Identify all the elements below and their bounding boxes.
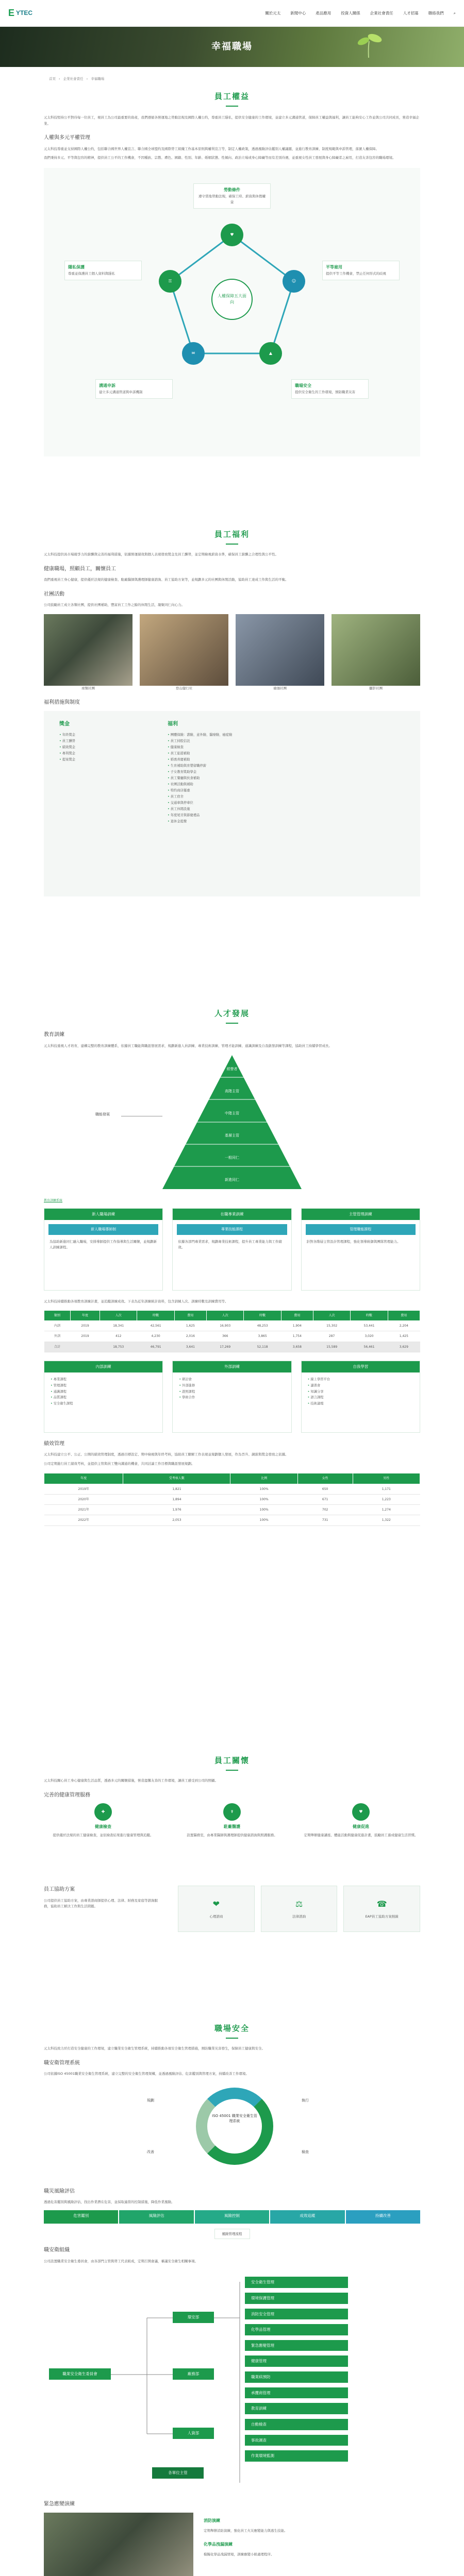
- eap-tile: ☎ EAP員工協助方案熱線: [343, 1886, 420, 1932]
- subsection-title: 職災風險評估: [44, 2188, 75, 2194]
- main-nav: [265, 10, 456, 16]
- paragraph: 我們秉持多元、平等與包容的精神，提供員工公平的工作機會，不因種族、宗教、膚色、國籍、性別、年齡、婚姻狀態、性傾向、政治立場或身心障礙等而有差別待遇，並重視女性員工發展與身心障礙者之雇用，打造友善包容的職場環境。: [44, 155, 396, 160]
- eap-tile: ⚖ 法律諮詢: [261, 1886, 338, 1932]
- eap-tile: ❤ 心理諮商: [178, 1886, 255, 1932]
- subsection-title: 完善的健康管理服務: [44, 1792, 90, 1798]
- subsection-title: 福利措施與制度: [44, 700, 80, 706]
- org-node: 各單位主管: [152, 2467, 204, 2479]
- phone-icon: ☎: [376, 1899, 387, 1909]
- section-safety: [44, 2023, 420, 2576]
- page-title: 幸福職場: [211, 41, 253, 53]
- breadcrumb-current: 幸福職場: [91, 76, 105, 81]
- paragraph: 公司鼓勵員工成立各類社團，提供社團補助，豐富員工工作之餘的休閒生活，凝聚同仁向心力。: [44, 603, 185, 607]
- subsection-title: 健康職場，照顧員工，關懷員工: [44, 566, 116, 572]
- subsection-title: 緊急應變演練: [44, 2501, 75, 2507]
- section-title: 職場安全: [44, 2023, 420, 2039]
- subsection-title: 教育訓練: [44, 1032, 64, 1038]
- training-types: 內部訓練 • 專業課程 • 管理課程 • 通識課程 • 品質課程 • 安全衛生課程 外部訓練 • 研討會 • 外部進修 • 證照課程 • 學術合作 自我學習 • 線上學習平台 • 讀書會 • 知識分享 • 語言課程 • 技術論壇: [44, 1361, 420, 1433]
- paragraph: 元太科技持續推動各項教育訓練計畫，並追蹤訓練成效。下表為近年訓練統計資料，包含訓練人次、訓練時數及訓練費用等。: [44, 1299, 228, 1304]
- table-row: 合計 18,753 46,791 3,641 17,269 52,118 3,658 15,589 56,461 3,629: [44, 1342, 420, 1352]
- hero-banner: [0, 27, 464, 67]
- paragraph: 元太科技提供具市場競爭力的薪酬與完善的福利措施，依據營運績效與個人表現發放獎金及員工酬勞，並定期檢視薪資水準，確保員工薪酬之合理性與公平性。: [44, 552, 278, 557]
- helmet-icon: ▲: [259, 342, 282, 365]
- rights-item: 隱私保護 尊重並保護員工個人資料與隱私: [64, 261, 142, 280]
- iso-donut: ISO 45001 職業安全衛生管理系統 規劃 執行 檢查 改善: [44, 2082, 420, 2180]
- table-row: 內訓 2019 18,341 42,561 1,625 16,903 48,253 1,904 15,302 53,441 2,204: [44, 1321, 420, 1331]
- club-gallery: [44, 614, 420, 691]
- nav-news[interactable]: 新聞中心: [290, 10, 306, 15]
- org-lines: [44, 2272, 420, 2493]
- lock-icon: ⚿: [159, 270, 181, 293]
- rights-item: 勞動條件 遵守當地勞動法規，確保工時、薪資與休假權益: [193, 183, 271, 209]
- search-icon[interactable]: ⌕: [453, 10, 456, 15]
- breadcrumb: 首頁 › 企業社會責任 › 幸福職場: [49, 76, 105, 81]
- health-services: ✚ 健康檢查 提供優於法規的員工健康檢查，並依檢查結果進行健康管理與追蹤。 ☤ 駐廠醫護 設置醫務室，由專業醫師與護理師提供健康諮詢與照護服務。 ♥ 健康促進 定期舉辦健康講座、體能活動與健康促進計畫，鼓勵員工養成健康生活習慣。: [44, 1803, 420, 1880]
- section-employee-rights: [44, 91, 420, 529]
- nav-csr[interactable]: 企業社會責任: [370, 10, 393, 15]
- eap-row: 員工協助方案 公司提供員工協助方案，由專業諮商師提供心理、法律、財務及家庭等諮詢服務，協助員工解決工作與生活問題。 ❤ 心理諮商 ⚖ 法律諮詢 ☎ EAP員工協助方案熱線: [44, 1886, 420, 1932]
- paragraph: 公司依據ISO 45001職業安全衛生管理系統，建立完整的安全衛生管理架構，並透過風險評估、危害鑑別與管理方案，持續改善工作環境。: [44, 2072, 249, 2076]
- paragraph: 元太科技建立公平、公正、公開的績效管理制度，透過目標設定、期中檢視與年終考核，協助員工瞭解工作表現並規劃個人發展，作為晉升、調薪與獎金發放之依據。: [44, 1452, 289, 1457]
- org-root: 職業安全衛生委員會: [49, 2368, 111, 2380]
- training-cards: [44, 1208, 420, 1291]
- paragraph: 元太科技關心員工身心健康與生活品質，透過多元的關懷措施，營造溫馨友善的工作環境，讓員工感受到公司的照顧。: [44, 1778, 218, 1783]
- section-care: [44, 1755, 420, 2023]
- fire-drill-photo: [44, 2513, 193, 2576]
- nav-investors[interactable]: 投資人關係: [341, 10, 360, 15]
- section-benefits: [44, 529, 420, 1008]
- heart-icon: ❤: [212, 1899, 220, 1909]
- paragraph: 元太科技致力於打造安全健康的工作環境，建立職業安全衛生管理系統，持續推動各項安全衛生管理措施，預防職業災害發生，保障員工健康與安全。: [44, 2046, 265, 2051]
- logo[interactable]: E YTEC: [8, 7, 33, 18]
- subsection-title: 人權與多元平權管理: [44, 135, 90, 141]
- subsection-title: 績效管理: [44, 1440, 64, 1447]
- paragraph: 元太科技尊重並支持國際人權公約，包括聯合國世界人權宣言、聯合國全球盟約及國際勞工組織工作基本原則與權利宣言等，制定人權政策，透過風險評估鑑別人權議題，並進行教育訓練、制度規範與申訴管理，落實人權保障。: [44, 146, 379, 151]
- training-pyramid: 職能發展 經營者 高階主管 中階主管 基層主管 一般同仁 新進同仁: [44, 1055, 420, 1194]
- stethoscope-icon: ✚: [94, 1803, 112, 1821]
- club-card[interactable]: 攝影社團: [332, 614, 420, 691]
- top-header: [0, 0, 464, 27]
- section-talent: [44, 1008, 420, 1755]
- org-node: 環安部: [173, 2312, 214, 2323]
- breadcrumb-csr[interactable]: 企業社會責任: [63, 76, 84, 81]
- org-node: 人資部: [173, 2428, 214, 2439]
- rights-item: 平等雇用 提供平等工作機會，禁止任何形式的歧視: [322, 261, 400, 280]
- table-row: 2021年 1,976 100% 702 1,274: [44, 1505, 420, 1515]
- paragraph: 公司設置職業安全衛生委員會，由各部門主管與勞工代表組成，定期召開會議，審議安全衛生相關事項。: [44, 2259, 198, 2263]
- benefits-box: 獎金 • 年終獎金 • 員工酬勞 • 績效獎金 • 專利獎金 • 提案獎金 福利 • 團體保險：壽險、意外險、醫療險、癌症險 • 員工持股信託 • 健康檢查 • 員工旅遊補助 • 婚喪喜慶補助 • 生育補助與育嬰留職停薪 • 子女教育獎助學金 • 員工餐廳與伙食補助 • 社團活動與補助 • 特約商店優惠 • 員工宿舍 • 交通車與停車位 • 員工休閒設施 • 年度尾牙與節慶禮品 • 退休金提撥: [44, 711, 420, 896]
- paragraph: 元太科技重視人才培育，建構完整的教育訓練體系，依據員工職能與職涯發展需求，規劃新進人員訓練、專業技術訓練、管理才能訓練、通識訓練及自我啟發訓練等課程，協助員工持續學習成長。: [44, 1043, 332, 1048]
- shield-icon: ♥: [221, 224, 243, 246]
- diagram-center: 人權保障五大面向: [211, 279, 253, 320]
- subsection-title: 社團活動: [44, 591, 64, 597]
- paragraph: 透過危害鑑別與風險評估，找出作業潛在危害，並採取適當的控制措施，降低作業風險。: [44, 2200, 175, 2204]
- section-title: 員工權益: [44, 91, 420, 107]
- rights-item: 溝通申訴 建立多元溝通管道與申訴機制: [95, 379, 173, 399]
- fitness-icon: ♥: [352, 1803, 370, 1821]
- subsection-title: 職安衛管理系統: [44, 2060, 80, 2066]
- training-card: 在職專業訓練 專業技能課程 依據各部門專業需求，規劃專業技術課程，提升員工專業能力與工作績效。: [172, 1208, 291, 1291]
- org-node: 廠務部: [173, 2368, 214, 2380]
- training-stats-table: 類別 年度 人次 時數 費用 人次 時數 費用 人次 時數 費用 內訓 2019 18,341 42,561 1,625 16,903 48,253 1,904 15,302 53,441 2,204 外訓 2019 412 4,230 2,016 366 3,865 1,754 287 3,020 1,425 合計 18,753 46,791 3,641 17,269 52,118 3,658 15,589 56,461 3,629: [44, 1310, 420, 1352]
- section-title: 員工福利: [44, 529, 420, 545]
- paragraph: 公司定期進行員工績效考核，並提供主管與員工雙向溝通的機會，共同討論工作目標與職涯發展規劃。: [44, 1461, 195, 1466]
- training-card: 主管管理訓練 管理職能課程 針對各階層主管設計管理課程，強化領導統御與團隊管理能力。: [301, 1208, 420, 1291]
- risk-flow: 危害鑑別 風險評估 風險控制 成效追蹤 持續改善: [44, 2210, 420, 2224]
- nav-careers[interactable]: 人才招募: [403, 10, 419, 15]
- section-title: 員工關懷: [44, 1755, 420, 1771]
- paragraph: 元太科技堅持公平對待每一位員工，視員工為公司最重要的資產，我們遵循各營運地之勞動法規及國際人權公約，尊重員工隱私，提供安全健康的工作環境，並建立多元溝通管道，保障員工權益與福利，讓員工能夠安心工作並與公司共同成長，營造幸福企業。: [44, 115, 419, 126]
- nav-products[interactable]: 產品應用: [316, 10, 332, 15]
- donut-ring: [196, 2088, 273, 2165]
- training-link[interactable]: 教育訓練系統: [44, 1199, 63, 1203]
- paragraph: 我們重視員工身心健康，提供優於法規的健康檢查、駐廠醫師與護理師健康諮詢、員工協助方案等，並規劃多元的社團與休閒活動，協助員工達成工作與生活的平衡。: [44, 578, 289, 582]
- subsection-title: 職安衛組織: [44, 2247, 70, 2253]
- flow-caption: 風險管理流程: [214, 2229, 250, 2239]
- club-card[interactable]: 瑜珈社團: [236, 614, 324, 691]
- chat-icon: ✉: [182, 342, 205, 365]
- section-title: 人才發展: [44, 1008, 420, 1024]
- pyramid-shape: [162, 1055, 302, 1189]
- doctor-icon: ☤: [223, 1803, 241, 1821]
- rights-diagram: [44, 168, 420, 456]
- breadcrumb-home[interactable]: 首頁: [49, 76, 56, 81]
- sprout-image: [351, 32, 387, 58]
- table-row: 2022年 2,053 100% 731 1,322: [44, 1515, 420, 1526]
- club-card[interactable]: 球類社團: [44, 614, 132, 691]
- club-card[interactable]: 登山健行社: [140, 614, 228, 691]
- nav-contact[interactable]: 聯絡我們: [428, 10, 444, 15]
- nav-about[interactable]: 關於元太: [265, 10, 281, 15]
- table-row: 2020年 1,894 100% 671 1,223: [44, 1494, 420, 1504]
- safety-org-chart: [44, 2272, 420, 2493]
- table-row: 2019年 1,821 100% 650 1,171: [44, 1484, 420, 1494]
- rights-item: 職場安全 提供安全衛生的工作環境，預防職業災害: [291, 379, 369, 399]
- table-row: 外訓 2019 412 4,230 2,016 366 3,865 1,754 287 3,020 1,425: [44, 1331, 420, 1342]
- training-card: 新人職場訓練 新人職場導師制 為協助新進同仁融入職場，安排導師提供工作指導與生活關懷，並規劃新人訓練課程。: [44, 1208, 163, 1291]
- drill-row: 消防演練 定期舉辦消防演練，強化員工火災應變能力與逃生技能。 化學品洩漏演練 模擬化學品洩漏情境，訓練應變小組處理程序。: [44, 2513, 420, 2576]
- people-icon: ☺: [283, 270, 305, 293]
- org-leaves: 安全衛生管理 環境保護管理 消防安全管理 化學品管理 緊急應變管理 健康管理 職業病預防 承攬商管理 教育訓練 自動檢查 事故調查 作業環境監測: [245, 2277, 348, 2462]
- scale-icon: ⚖: [295, 1899, 303, 1909]
- performance-table: 年度 受考核人數 比例 女性 男性 2019年 1,821 100% 650 1,171 2020年 1,894 100% 671 1,223 2021年 1,976 100% 702 1,274 2022年 2,053 100% 731 1,322: [44, 1473, 420, 1526]
